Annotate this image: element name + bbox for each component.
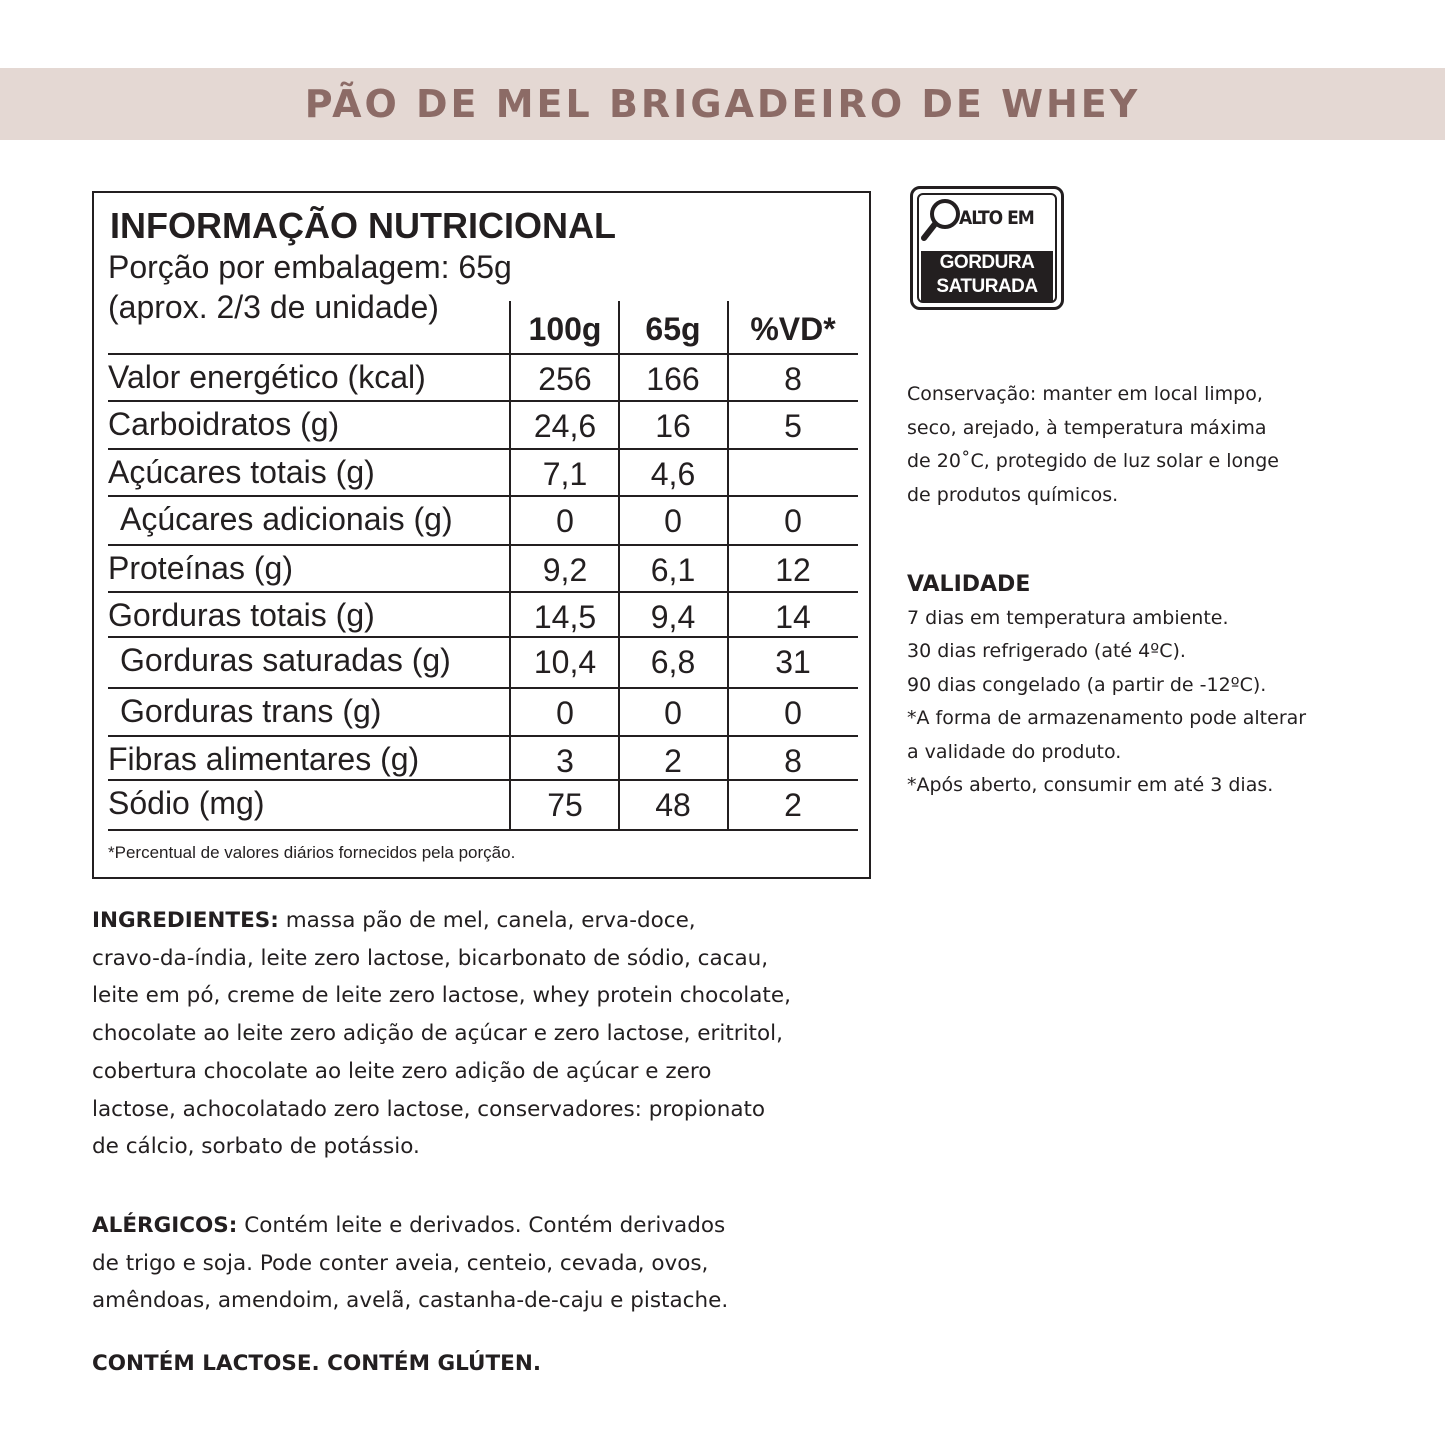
row-label-sodium: Sódio (mg) — [108, 785, 265, 821]
row-label-total-fat: Gorduras totais (g) — [108, 597, 375, 633]
cell-energy-vd: 8 — [784, 361, 802, 397]
ingredients-label: INGREDIENTES: — [92, 908, 279, 933]
row-divider — [108, 636, 858, 638]
cell-energy-v100: 256 — [538, 361, 592, 397]
cell-added-sugars-vd: 0 — [784, 503, 802, 539]
row-label-energy: Valor energético (kcal) — [108, 359, 426, 395]
cell-saturated-fat-v100: 10,4 — [533, 644, 597, 680]
validity-section — [907, 568, 1306, 803]
conservation-line: de 20˚C, protegido de luz solar e longe — [907, 450, 1279, 472]
row-label-total-sugars: Açúcares totais (g) — [108, 454, 375, 490]
cell-sodium-v100: 75 — [547, 787, 583, 823]
cell-carbohydrates-vd: 5 — [784, 408, 802, 444]
cell-dietary-fiber-v100: 3 — [556, 743, 574, 779]
conservation-text — [907, 378, 1279, 512]
row-divider — [108, 544, 858, 546]
column-header-vd: %VD* — [750, 311, 836, 347]
cell-proteins-v65: 6,1 — [650, 552, 696, 588]
row-divider — [108, 353, 858, 355]
ingredients-line: leite em pó, creme de leite zero lactose, whey protein chocolate, — [92, 983, 791, 1009]
cell-sodium-v65: 48 — [655, 787, 691, 823]
cell-saturated-fat-v65: 6,8 — [650, 644, 696, 680]
serving-size: Porção por embalagem: 65g — [108, 249, 512, 285]
row-divider — [108, 495, 858, 497]
badge-top-text: ALTO EM — [959, 207, 1034, 229]
allergens-line: de trigo e soja. Pode conter aveia, centeio, cevada, ovos, — [92, 1250, 709, 1276]
cell-trans-fat-v65: 0 — [664, 695, 682, 731]
ingredients-line: cravo-da-índia, leite zero lactose, bicarbonato de sódio, cacau, — [92, 945, 769, 971]
row-label-dietary-fiber: Fibras alimentares (g) — [108, 741, 420, 777]
nutrition-table — [92, 191, 871, 879]
cell-saturated-fat-vd: 31 — [775, 644, 811, 680]
cell-dietary-fiber-vd: 8 — [784, 743, 802, 779]
cell-sodium-vd: 2 — [784, 787, 802, 823]
row-label-added-sugars: Açúcares adicionais (g) — [120, 501, 453, 537]
validity-line: 90 dias congelado (a partir de -12ºC). — [907, 673, 1267, 696]
badge-bottom-label — [921, 251, 1053, 301]
row-divider — [108, 448, 858, 450]
row-label-carbohydrates: Carboidratos (g) — [108, 406, 340, 442]
validity-heading: VALIDADE — [907, 572, 1031, 597]
column-divider — [509, 301, 511, 829]
lactose-gluten-warning: CONTÉM LACTOSE. CONTÉM GLÚTEN. — [92, 1351, 542, 1376]
cell-dietary-fiber-v65: 2 — [664, 743, 682, 779]
row-divider — [108, 829, 858, 831]
cell-energy-v65: 166 — [646, 361, 700, 397]
column-header-100g: 100g — [528, 311, 602, 347]
cell-total-fat-v100: 14,5 — [533, 599, 597, 635]
cell-total-sugars-v100: 7,1 — [542, 456, 588, 492]
validity-line: a validade do produto. — [907, 740, 1122, 763]
badge-line-2: SATURADA — [936, 276, 1038, 297]
allergens-line: Contém leite e derivados. Contém derivados — [237, 1213, 726, 1238]
row-divider — [108, 591, 858, 593]
cell-total-fat-vd: 14 — [775, 599, 811, 635]
cell-trans-fat-vd: 0 — [784, 695, 802, 731]
conservation-line: Conservação: manter em local limpo, — [907, 383, 1263, 405]
conservation-line: de produtos químicos. — [907, 483, 1119, 506]
row-divider — [108, 687, 858, 689]
validity-line: 30 dias refrigerado (até 4ºC). — [907, 640, 1186, 662]
row-label-trans-fat: Gorduras trans (g) — [120, 693, 382, 729]
ingredients-section — [92, 902, 882, 1166]
allergens-line: amêndoas, amendoim, avelã, castanha-de-caju e pistache. — [92, 1288, 729, 1314]
cell-proteins-v100: 9,2 — [542, 552, 588, 588]
cell-total-sugars-v65: 4,6 — [650, 456, 696, 492]
nutrition-footnote: *Percentual de valores diários fornecidos pela porção. — [108, 843, 516, 862]
title-banner — [0, 68, 1445, 140]
column-header-65g: 65g — [645, 311, 701, 347]
row-label-proteins: Proteínas (g) — [108, 550, 293, 586]
cell-proteins-vd: 12 — [775, 552, 811, 588]
cell-trans-fat-v100: 0 — [556, 695, 574, 731]
row-divider — [108, 400, 858, 402]
product-title: PÃO DE MEL BRIGADEIRO DE WHEY — [304, 82, 1141, 126]
validity-line: *A forma de armazenamento pode alterar — [907, 707, 1307, 729]
cell-total-fat-v65: 9,4 — [650, 599, 696, 635]
allergens-label: ALÉRGICOS: — [92, 1213, 238, 1238]
cell-added-sugars-v100: 0 — [556, 503, 574, 539]
high-saturated-fat-badge — [910, 186, 1064, 310]
cell-carbohydrates-v65: 16 — [655, 408, 691, 444]
cell-added-sugars-v65: 0 — [664, 503, 682, 539]
ingredients-line: lactose, achocolatado zero lactose, conservadores: propionato — [92, 1096, 766, 1122]
row-label-saturated-fat: Gorduras saturadas (g) — [120, 642, 451, 678]
badge-line-1: GORDURA — [939, 252, 1035, 273]
allergens-section — [92, 1207, 882, 1320]
ingredients-line: de cálcio, sorbato de potássio. — [92, 1134, 420, 1160]
serving-approx: (aprox. 2/3 de unidade) — [108, 289, 439, 325]
row-divider — [108, 735, 858, 737]
cell-carbohydrates-v100: 24,6 — [533, 408, 597, 444]
ingredients-line: cobertura chocolate ao leite zero adição de açúcar e zero — [92, 1058, 712, 1084]
ingredients-line: massa pão de mel, canela, erva-doce, — [278, 908, 696, 933]
conservation-line: seco, arejado, à temperatura máxima — [907, 416, 1267, 439]
validity-line: *Após aberto, consumir em até 3 dias. — [907, 774, 1274, 796]
validity-line: 7 dias em temperatura ambiente. — [907, 606, 1229, 629]
nutrition-title: INFORMAÇÃO NUTRICIONAL — [110, 205, 616, 246]
magnifier-icon — [921, 197, 963, 248]
ingredients-line: chocolate ao leite zero adição de açúcar e zero lactose, eritritol, — [92, 1021, 783, 1047]
